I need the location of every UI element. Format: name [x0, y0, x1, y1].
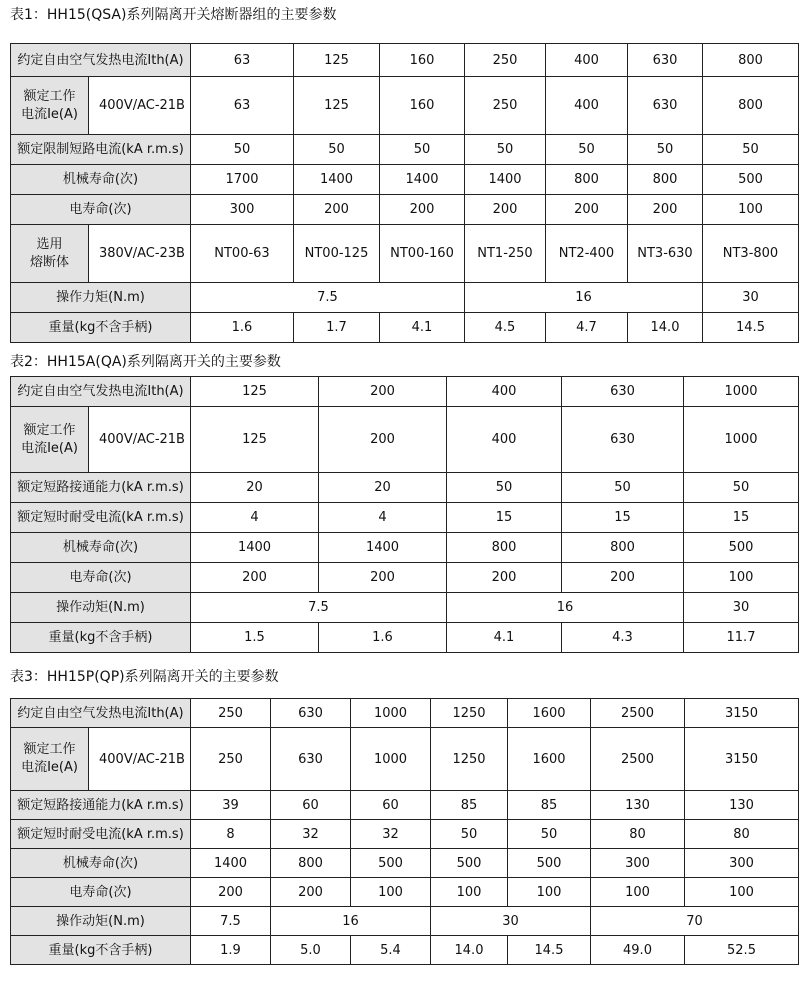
row-label: 额定工作 电流Ie(A) [11, 407, 89, 473]
cell: 300 [591, 849, 685, 878]
cell: 1250 [431, 728, 508, 791]
cell: 200 [319, 563, 447, 593]
cell: 100 [508, 878, 591, 907]
cell: 2500 [591, 728, 685, 791]
cell: 500 [431, 849, 508, 878]
cell: 630 [628, 44, 703, 77]
row-label: 机械寿命(次) [11, 849, 191, 878]
row-label: 额定工作 电流Ie(A) [11, 77, 89, 135]
cell: 20 [319, 473, 447, 503]
row-label: 约定自由空气发热电流Ith(A) [11, 44, 191, 77]
table3-row-torque [11, 907, 799, 936]
cell: 200 [380, 195, 465, 225]
cell: 200 [628, 195, 703, 225]
cell: 1700 [191, 165, 294, 195]
cell: 8 [191, 820, 271, 849]
cell: 800 [562, 533, 684, 563]
cell: 14.0 [628, 313, 703, 343]
table1-row-elec [11, 195, 799, 225]
cell: 200 [191, 563, 319, 593]
table3-row-ie [11, 728, 799, 791]
cell: 60 [271, 791, 351, 820]
cell: 1.6 [319, 623, 447, 653]
cell: 11.7 [684, 623, 799, 653]
cell: 1.6 [191, 313, 294, 343]
table3-row-weight [11, 936, 799, 965]
cell: 630 [271, 728, 351, 791]
cell: 4 [191, 503, 319, 533]
cell: 125 [191, 407, 319, 473]
cell: 30 [684, 593, 799, 623]
table2-caption: 表2：HH15A(QA)系列隔离开关的主要参数 [10, 354, 281, 370]
cell: 7.5 [191, 907, 271, 936]
cell: 800 [628, 165, 703, 195]
cell: 1400 [294, 165, 380, 195]
cell: 50 [562, 473, 684, 503]
cell: 200 [447, 563, 562, 593]
row-label: 额定短时耐受电流(kA r.m.s) [11, 820, 191, 849]
cell: 50 [684, 473, 799, 503]
cell: 4 [319, 503, 447, 533]
cell: 800 [271, 849, 351, 878]
table1-row-torque [11, 283, 799, 313]
cell: 200 [562, 563, 684, 593]
row-label: 机械寿命(次) [11, 165, 191, 195]
cell: 200 [319, 407, 447, 473]
cell: 14.5 [703, 313, 799, 343]
row-label: 操作动矩(N.m) [11, 593, 191, 623]
cell: 1400 [191, 849, 271, 878]
cell: 1000 [684, 377, 799, 407]
cell: 14.0 [431, 936, 508, 965]
cell: 500 [703, 165, 799, 195]
table3-row-elec [11, 878, 799, 907]
table1-row-weight [11, 313, 799, 343]
cell: 63 [191, 77, 294, 135]
cell: 100 [685, 878, 799, 907]
row-sublabel: 400V/AC-21B [89, 77, 191, 135]
row-label: 电寿命(次) [11, 563, 191, 593]
cell: 16 [465, 283, 703, 313]
cell: 16 [271, 907, 431, 936]
cell: NT1-250 [465, 225, 546, 283]
cell: NT3-630 [628, 225, 703, 283]
cell: 2500 [591, 699, 685, 728]
cell: NT00-125 [294, 225, 380, 283]
table1-row-ith [11, 44, 799, 77]
cell: 70 [591, 907, 799, 936]
cell: 20 [191, 473, 319, 503]
cell: 250 [465, 44, 546, 77]
cell: 4.3 [562, 623, 684, 653]
cell: 800 [447, 533, 562, 563]
cell: 16 [447, 593, 684, 623]
cell: 1000 [351, 699, 431, 728]
row-label: 重量(kg不含手柄) [11, 936, 191, 965]
row-label: 机械寿命(次) [11, 533, 191, 563]
table1-row-short [11, 135, 799, 165]
cell: 30 [431, 907, 591, 936]
cell: 200 [294, 195, 380, 225]
cell: 1600 [508, 728, 591, 791]
table2-hh15a-qa [10, 376, 799, 653]
table1-row-mech [11, 165, 799, 195]
cell: 500 [684, 533, 799, 563]
table2-row-ith [11, 377, 799, 407]
cell: NT2-400 [546, 225, 628, 283]
cell: 250 [191, 728, 271, 791]
cell: 50 [431, 820, 508, 849]
row-label: 操作力矩(N.m) [11, 283, 191, 313]
cell: 7.5 [191, 283, 465, 313]
cell: 4.7 [546, 313, 628, 343]
cell: 400 [546, 44, 628, 77]
cell: 400 [546, 77, 628, 135]
row-sublabel: 400V/AC-21B [89, 407, 191, 473]
cell: 50 [380, 135, 465, 165]
cell: 1000 [351, 728, 431, 791]
cell: 630 [562, 407, 684, 473]
cell: 1.7 [294, 313, 380, 343]
table3-row-make [11, 791, 799, 820]
row-sublabel: 400V/AC-21B [89, 728, 191, 791]
cell: 50 [447, 473, 562, 503]
cell: 300 [685, 849, 799, 878]
cell: 1.9 [191, 936, 271, 965]
cell: 32 [351, 820, 431, 849]
row-label: 约定自由空气发热电流Ith(A) [11, 699, 191, 728]
row-label: 操作动矩(N.m) [11, 907, 191, 936]
cell: 200 [319, 377, 447, 407]
table2-row-mech [11, 533, 799, 563]
cell: 125 [191, 377, 319, 407]
cell: 630 [628, 77, 703, 135]
cell: 4.1 [380, 313, 465, 343]
table1-row-ie [11, 77, 799, 135]
cell: 500 [508, 849, 591, 878]
cell: 100 [703, 195, 799, 225]
cell: 630 [562, 377, 684, 407]
cell: 250 [191, 699, 271, 728]
table3-row-mech [11, 849, 799, 878]
cell: 160 [380, 77, 465, 135]
cell: 630 [271, 699, 351, 728]
cell: 400 [447, 377, 562, 407]
table2-row-weight [11, 623, 799, 653]
cell: 300 [191, 195, 294, 225]
row-label: 约定自由空气发热电流Ith(A) [11, 377, 191, 407]
table3-hh15p-qp [10, 698, 799, 965]
cell: 50 [465, 135, 546, 165]
table1-hh15-qsa [10, 43, 799, 343]
row-label: 额定短时耐受电流(kA r.m.s) [11, 503, 191, 533]
cell: 130 [685, 791, 799, 820]
cell: NT00-63 [191, 225, 294, 283]
cell: 5.4 [351, 936, 431, 965]
cell: 52.5 [685, 936, 799, 965]
cell: 80 [591, 820, 685, 849]
cell: 50 [294, 135, 380, 165]
cell: NT00-160 [380, 225, 465, 283]
cell: 250 [465, 77, 546, 135]
row-label: 额定短路接通能力(kA r.m.s) [11, 473, 191, 503]
cell: 1250 [431, 699, 508, 728]
cell: 30 [703, 283, 799, 313]
row-label: 重量(kg不含手柄) [11, 623, 191, 653]
table1-row-fuse [11, 225, 799, 283]
cell: 50 [546, 135, 628, 165]
cell: 800 [703, 77, 799, 135]
cell: 1400 [380, 165, 465, 195]
cell: 125 [294, 77, 380, 135]
cell: 130 [591, 791, 685, 820]
cell: 1600 [508, 699, 591, 728]
table3-caption: 表3：HH15P(QP)系列隔离开关的主要参数 [10, 669, 279, 685]
cell: 200 [546, 195, 628, 225]
cell: 100 [591, 878, 685, 907]
cell: 5.0 [271, 936, 351, 965]
cell: 160 [380, 44, 465, 77]
cell: 125 [294, 44, 380, 77]
cell: 200 [271, 878, 351, 907]
cell: 200 [465, 195, 546, 225]
cell: 50 [508, 820, 591, 849]
row-label: 额定短路接通能力(kA r.m.s) [11, 791, 191, 820]
row-label: 电寿命(次) [11, 195, 191, 225]
cell: 3150 [685, 699, 799, 728]
cell: 800 [703, 44, 799, 77]
cell: 1.5 [191, 623, 319, 653]
cell: 50 [191, 135, 294, 165]
row-label: 额定限制短路电流(kA r.m.s) [11, 135, 191, 165]
cell: 1400 [465, 165, 546, 195]
cell: 50 [703, 135, 799, 165]
cell: 4.5 [465, 313, 546, 343]
table3-row-ith [11, 699, 799, 728]
cell: 3150 [685, 728, 799, 791]
row-label: 选用 熔断体 [11, 225, 89, 283]
cell: 100 [351, 878, 431, 907]
cell: 85 [508, 791, 591, 820]
cell: 85 [431, 791, 508, 820]
cell: 63 [191, 44, 294, 77]
cell: 200 [191, 878, 271, 907]
cell: 1000 [684, 407, 799, 473]
cell: 15 [684, 503, 799, 533]
cell: 15 [562, 503, 684, 533]
cell: 500 [351, 849, 431, 878]
row-label: 重量(kg不含手柄) [11, 313, 191, 343]
cell: 7.5 [191, 593, 447, 623]
table2-row-make [11, 473, 799, 503]
row-label: 电寿命(次) [11, 878, 191, 907]
cell: 100 [684, 563, 799, 593]
cell: 1400 [191, 533, 319, 563]
cell: 14.5 [508, 936, 591, 965]
cell: 1400 [319, 533, 447, 563]
table2-row-withstand [11, 503, 799, 533]
cell: 50 [628, 135, 703, 165]
table2-row-torque [11, 593, 799, 623]
cell: 800 [546, 165, 628, 195]
row-label: 额定工作 电流Ie(A) [11, 728, 89, 791]
cell: 15 [447, 503, 562, 533]
cell: 32 [271, 820, 351, 849]
cell: 39 [191, 791, 271, 820]
cell: 4.1 [447, 623, 562, 653]
cell: 100 [431, 878, 508, 907]
cell: 80 [685, 820, 799, 849]
table1-caption: 表1：HH15(QSA)系列隔离开关熔断器组的主要参数 [10, 7, 337, 23]
row-sublabel: 380V/AC-23B [89, 225, 191, 283]
table2-row-elec [11, 563, 799, 593]
cell: 400 [447, 407, 562, 473]
table2-row-ie [11, 407, 799, 473]
cell: 49.0 [591, 936, 685, 965]
cell: NT3-800 [703, 225, 799, 283]
cell: 60 [351, 791, 431, 820]
table3-row-withstand [11, 820, 799, 849]
